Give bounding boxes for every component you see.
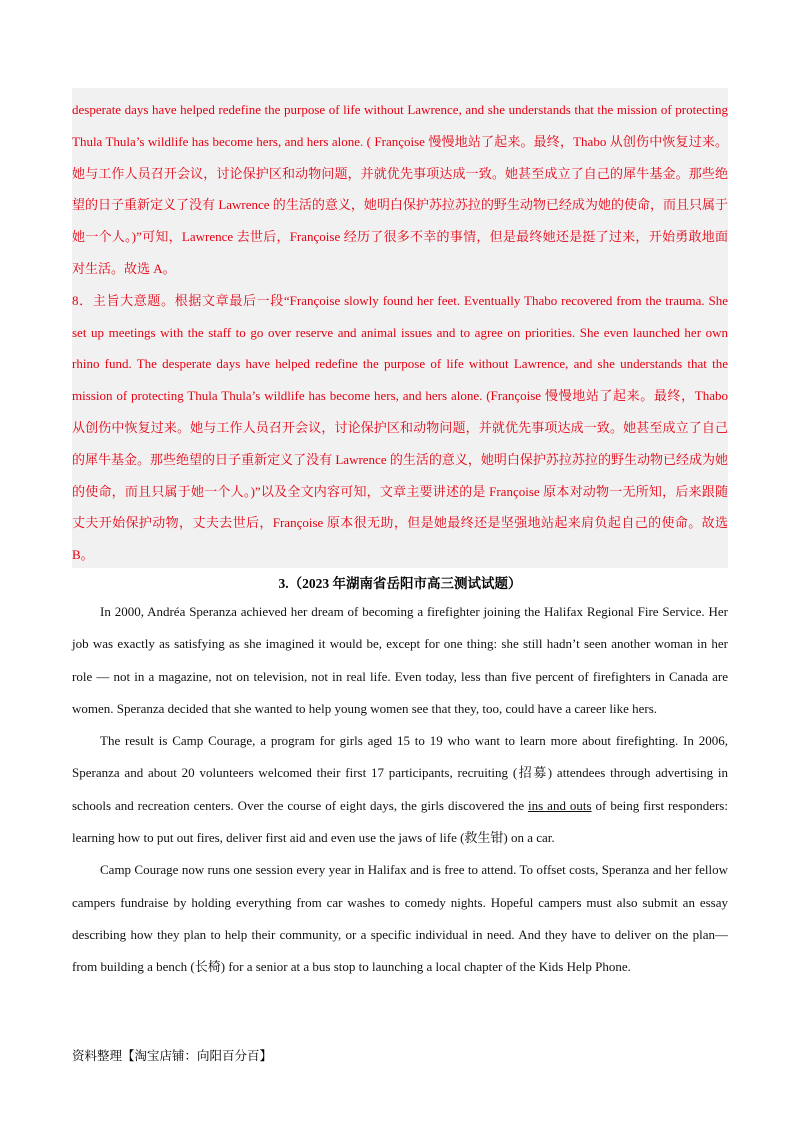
underlined-phrase: ins and outs <box>528 797 592 813</box>
passage-paragraph-3: Camp Courage now runs one session every year in Halifax and is free to attend. To offset costs, Speranza and her fellow campers fundraise by holding everything from car washes to comedy nights. Hopeful campers must also submit an essay describing how they plan to help their community, or a specific individual in need. And they have to deliver on the plan—from building a bench (长椅) for a senior at a bus stop to launching a local chapter of the Kids Help Phone. <box>72 862 728 975</box>
section-heading: 3.（2023 年湖南省岳阳市高三测试试题） <box>278 576 522 591</box>
footer-source-note: 资料整理【淘宝店铺：向阳百分百】 <box>72 1048 273 1063</box>
reading-passage <box>72 596 728 984</box>
passage-paragraph-1: In 2000, Andréa Speranza achieved her dream of becoming a firefighter joining the Halifax Regional Fire Service. Her job was exactly as satisfying as she imagined it would be, except for one thing: she still hadn’t seen another woman in her role — not in a magazine, not on television, not in real life. Even today, less than five percent of firefighters in Canada are women. Speranza decided that she wanted to help young women see that they, too, could have a career like hers. <box>72 604 728 716</box>
answer-explanation-question-8: 8．主旨大意题。根据文章最后一段“Françoise slowly found her feet. Eventually Thabo recovered from the trauma. She set up meetings with the staff to go over reserve and animal issues and to agree on priorities. She even launched her own rhino fund. The desperate days have helped redefine the purpose of life without Lawrence, and she understands that the mission of protecting Thula Thula’s wildlife has become hers, and hers alone. (Françoise 慢慢地站了起来。最终，Thabo 从创伤中恢复过来。她与工作人员召开会议，讨论保护区和动物问题，并就优先事项达成一致。她甚至成立了自己的犀牛基金。那些绝望的日子重新定义了没有 Lawrence 的生活的意义，她明白保护苏拉苏拉的野生动物已经成为她的使命，而且只属于她一个人。)”以及全文内容可知，文章主要讲述的是 Françoise 原本对动物一无所知，后来跟随丈夫开始保护动物，丈夫去世后，Françoise 原本很无助，但是她最终还是坚强地站起来肩负起自己的使命。故选 B。 <box>72 292 728 563</box>
passage-paragraph-2 <box>72 725 728 854</box>
passage-paragraph-2-part-1: The result is Camp Courage, a program for girls aged 15 to 19 who want to learn more about firefighting. In 2006, Speranza and about 20 volunteers welcomed their first 17 participants, recruiting (招募) attendees through advertising in schools and recreation centers. Over the course of eight days, the girls discovered the <box>72 733 728 813</box>
answer-explanation-question-7-tail: desperate days have helped redefine the purpose of life without Lawrence, and she understands that the mission of protecting Thula Thula’s wildlife has become hers, and hers alone. ( Françoise 慢慢地站了起来。最终，Thabo 从创伤中恢复过来。她与工作人员召开会议，讨论保护区和动物问题，并就优先事项达成一致。她甚至成立了自己的犀牛基金。那些绝望的日子重新定义了没有 Lawrence 的生活的意义，她明白保护苏拉苏拉的野生动物已经成为她的使命，而且只属于她一个人。)”可知，Lawrence 去世后，Françoise 经历了很多不幸的事情，但是最终她还是挺了过来，开始勇敢地面对生活。故选 A。 <box>72 102 728 276</box>
answer-explanation-block <box>72 88 728 568</box>
passage-paragraph-2-part-2: of being first responders: learning how to put out fires, deliver first aid and even use the jaws of life (救生钳) on a car. <box>72 797 728 846</box>
